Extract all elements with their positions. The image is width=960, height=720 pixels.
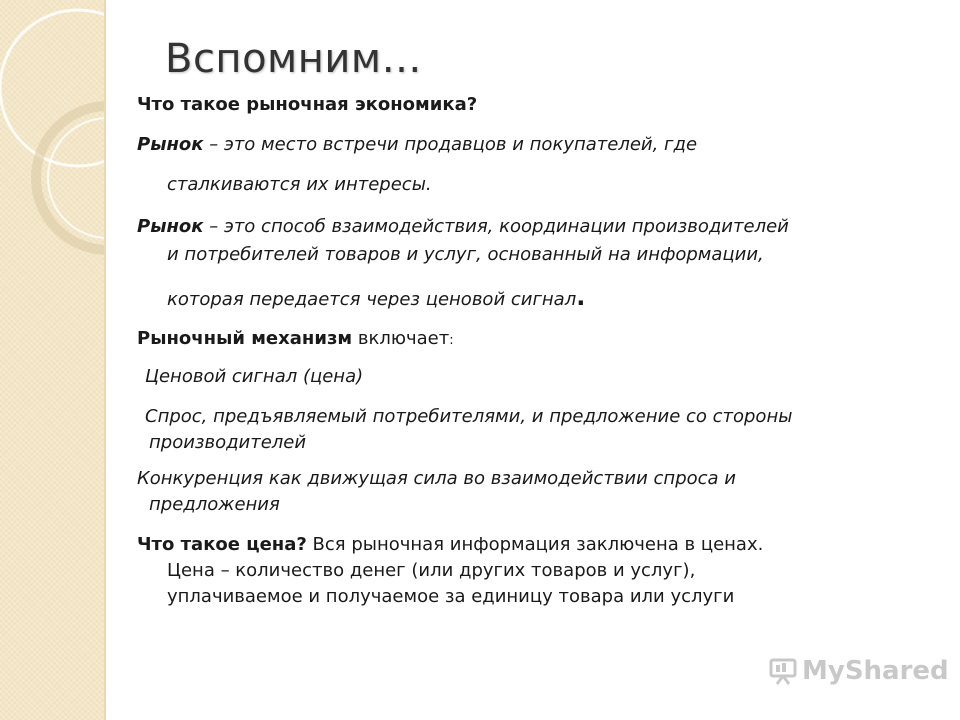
- price-question-text: Вся рыночная информация заключена в ценах.: [306, 534, 764, 555]
- mechanism-item-demand-supply-line1: Спрос, предъявляемый потребителями, и предложение со стороны: [145, 406, 793, 427]
- market-definition-2-period: .: [576, 283, 586, 311]
- price-definition-line2: уплачиваемое и получаемое за единицу товара или услуги: [167, 586, 735, 607]
- mechanism-item-competition-line1: Конкуренция как движущая сила во взаимодействии спроса и: [137, 468, 736, 489]
- market-definition-2-text: – это способ взаимодействия, координации производителей: [203, 216, 789, 237]
- price-definition-line1: Цена – количество денег (или других товаров и услуг),: [167, 560, 696, 581]
- market-definition-2-line3: [137, 284, 585, 313]
- question-market-economy: Что такое рыночная экономика?: [137, 94, 478, 115]
- market-mechanism-text: включает: [352, 328, 450, 349]
- sidebar-divider: [104, 0, 106, 720]
- market-term-2: Рынок: [137, 216, 204, 237]
- market-definition-2-text-c: которая передается через ценовой сигнал: [167, 289, 577, 310]
- market-definition-2-line2: и потребителей товаров и услуг, основанный на информации,: [167, 244, 764, 265]
- sidebar-circles-decoration: [0, 0, 106, 720]
- market-mechanism-term: Рыночный механизм: [137, 328, 353, 349]
- market-definition-2-line1: [137, 214, 789, 240]
- market-term: Рынок: [137, 134, 204, 155]
- market-mechanism-colon: :: [449, 333, 454, 348]
- market-mechanism-line: [137, 326, 454, 354]
- projector-screen-icon: [768, 656, 798, 686]
- market-definition-1-text: – это место встречи продавцов и покупателей, где: [203, 134, 698, 155]
- mechanism-item-price-signal: Ценовой сигнал (цена): [145, 366, 364, 387]
- market-definition-1-line1: [137, 132, 697, 158]
- price-question-line: [137, 532, 763, 558]
- slide-title: Вспомним…: [165, 36, 423, 82]
- mechanism-item-demand-supply-line2: производителей: [149, 432, 307, 453]
- price-question-term: Что такое цена?: [137, 534, 307, 555]
- mechanism-item-competition-line2: предложения: [149, 494, 280, 515]
- market-definition-1-line2: сталкиваются их интересы.: [167, 174, 432, 195]
- myshared-watermark: [768, 656, 949, 686]
- watermark-text: MyShared: [802, 656, 949, 686]
- decorative-sidebar: [0, 0, 106, 720]
